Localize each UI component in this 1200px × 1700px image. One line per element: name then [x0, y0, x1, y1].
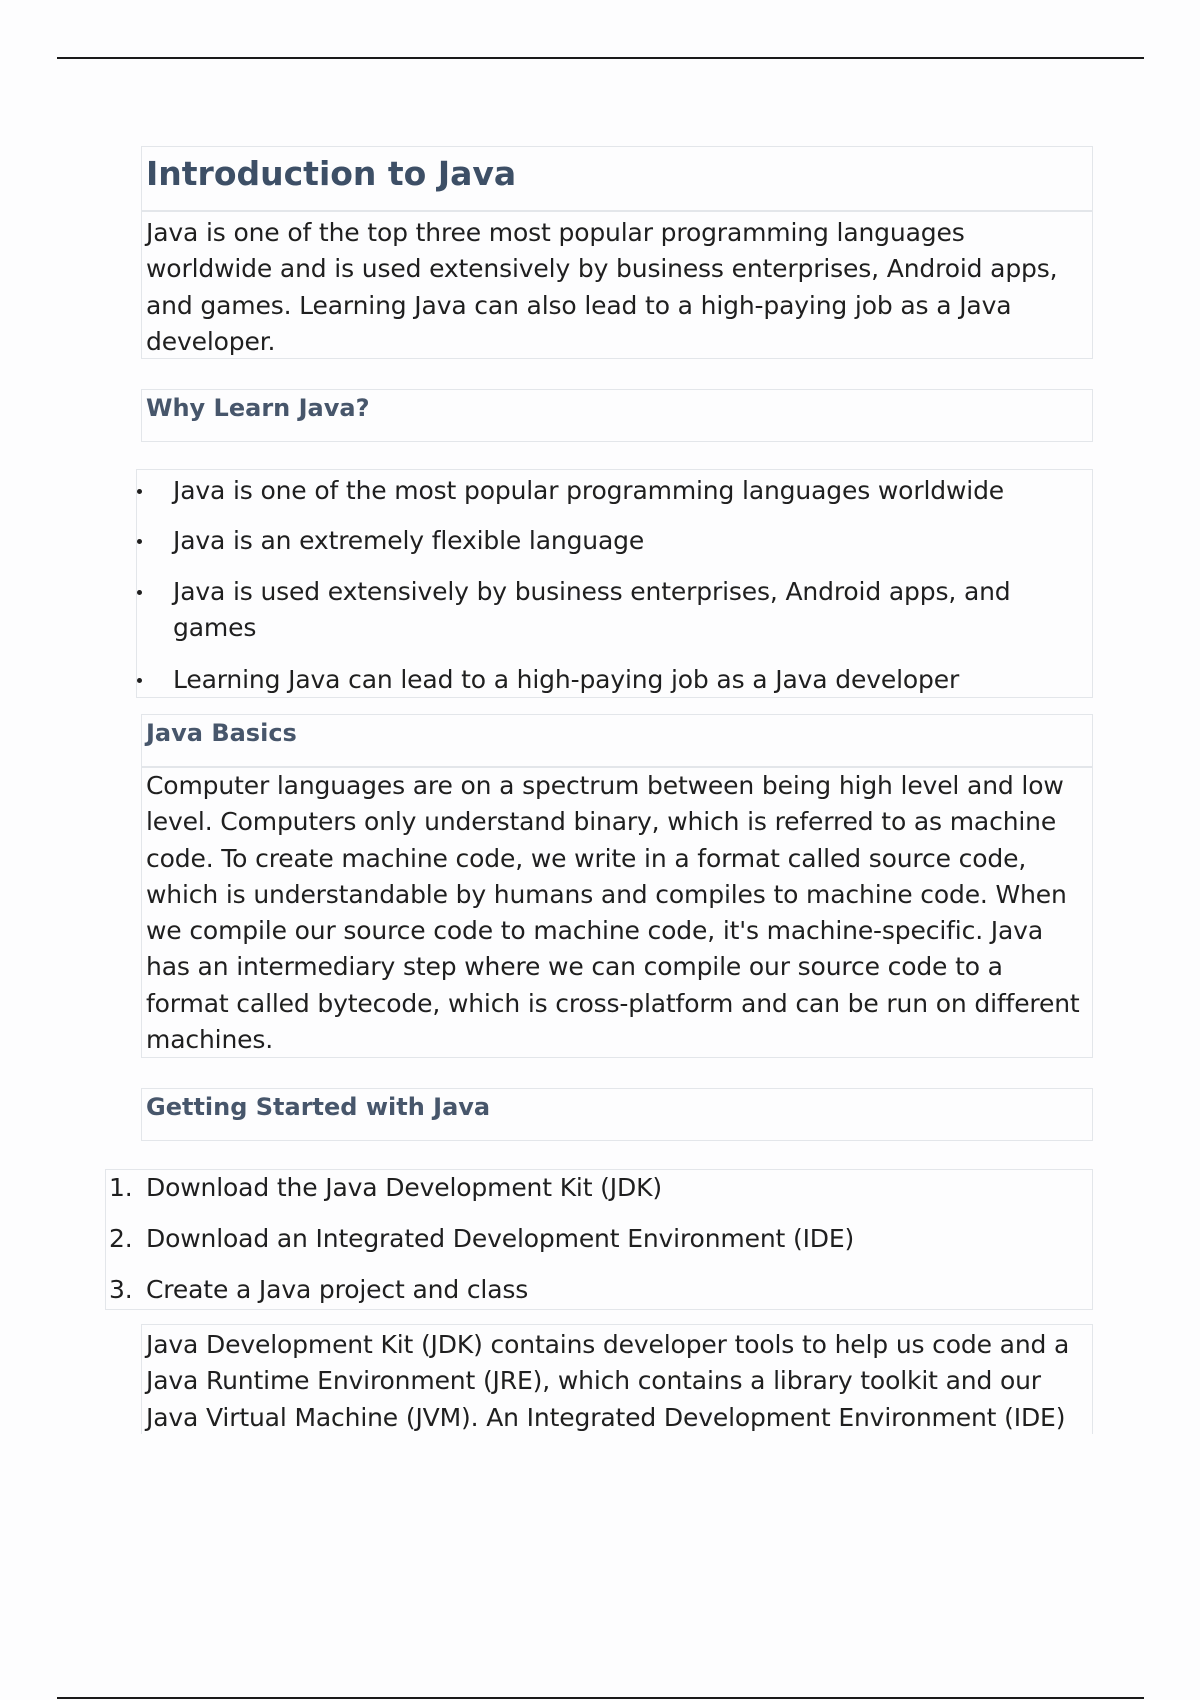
basics-box	[141, 767, 1093, 1058]
page-cutoff	[141, 1434, 1101, 1474]
list-item: Java is used extensively by business enterprises, Android apps, and games	[137, 574, 1092, 654]
intro-paragraph: Java is one of the top three most popular programming languages worldwide and is used extensively by business enterprises, Android apps, and games. Learning Java can also lead to a high-paying job as a Java developer.	[146, 218, 1058, 356]
list-item: 3. Create a Java project and class	[109, 1275, 529, 1304]
getting-started-heading: Getting Started with Java	[146, 1093, 491, 1121]
list-item: 1. Download the Java Development Kit (JDK)	[109, 1173, 662, 1202]
java-basics-heading: Java Basics	[146, 719, 297, 747]
why-heading-box	[141, 389, 1093, 442]
list-item: Java is one of the most popular programming languages worldwide	[137, 473, 1092, 513]
jdk-paragraph: Java Development Kit (JDK) contains developer tools to help us code and a Java Runtime Environment (JRE), which contains a library toolkit and our Java Virtual Machine (JVM). An Integrated Development Environment (IDE)	[146, 1330, 1070, 1432]
why-list-box	[136, 469, 1093, 698]
page-title: Introduction to Java	[146, 154, 517, 193]
bullet-icon	[137, 539, 142, 544]
basics-paragraph: Computer languages are on a spectrum between being high level and low level. Computers only understand binary, which is referred to as machine code. To create machine code, we write in a format called source code, which is understandable by humans and compiles to machine code. When we compile our source code to machine code, it's machine-specific. Java has an intermediary step where we can compile our source code to a format called bytecode, which is cross-platform and can be run on different machines.	[146, 771, 1080, 1055]
getting-started-heading-box	[141, 1088, 1093, 1141]
bullet-icon	[137, 678, 142, 683]
bottom-rule	[57, 1697, 1144, 1699]
top-rule	[57, 57, 1144, 59]
list-item: 2. Download an Integrated Development Environment (IDE)	[109, 1224, 855, 1253]
why-learn-heading: Why Learn Java?	[146, 394, 370, 422]
basics-heading-box	[141, 714, 1093, 767]
jdk-box	[141, 1324, 1093, 1434]
title-box	[141, 146, 1093, 211]
intro-box	[141, 211, 1093, 359]
bullet-icon	[137, 489, 142, 494]
list-item: Java is an extremely flexible language	[137, 523, 1092, 563]
list-item: Learning Java can lead to a high-paying job as a Java developer	[137, 662, 1092, 702]
steps-box	[105, 1169, 1093, 1310]
bullet-icon	[137, 590, 142, 595]
